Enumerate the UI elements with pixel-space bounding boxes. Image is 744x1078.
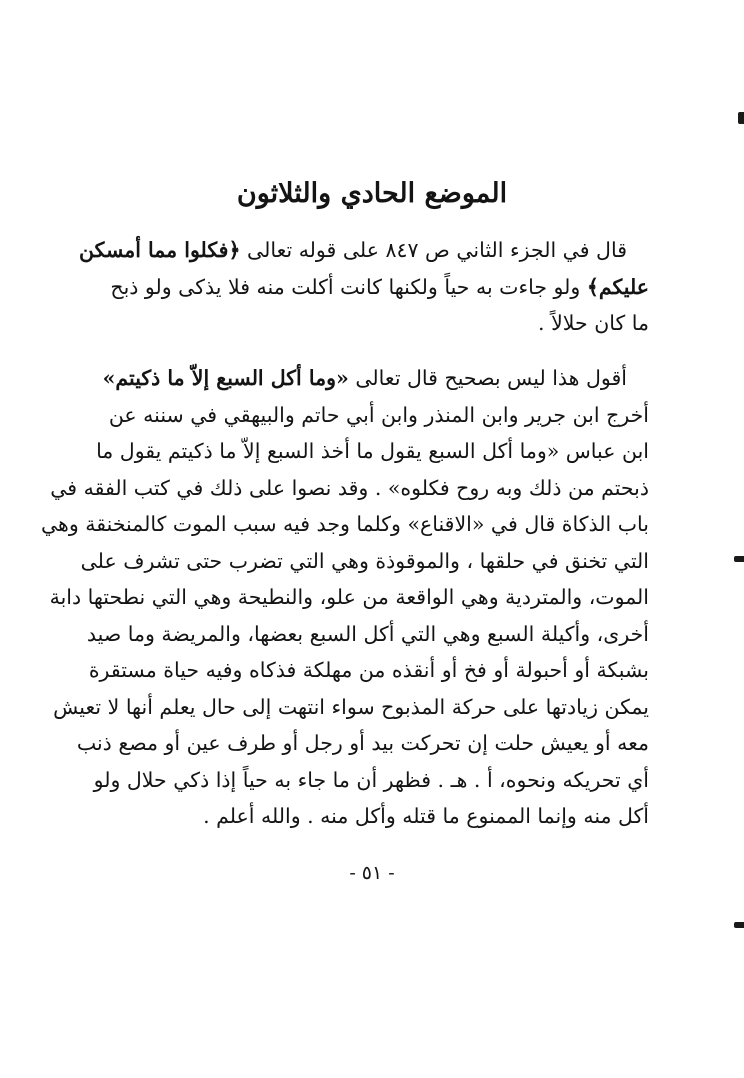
text-line: التي تخنق في حلقها ، والموقوذة وهي التي تضرب حتى تشرف على <box>80 548 649 573</box>
text-line: ذبحتم من ذلك وبه روح فكلوه» . وقد نصوا على ذلك في كتب الفقه في <box>50 475 649 500</box>
text-line: بشبكة أو أحبولة أو فخ أو أنقذه من مهلكة فذكاه وفيه حياة مستقرة <box>88 658 649 682</box>
text-line: أخرى، وأكيلة السبع وهي التي أكل السبع بعضها، والمريضة وما صيد <box>86 621 649 646</box>
paragraph-quote <box>79 232 649 342</box>
text-line: باب الذكاة قال في «الاقناع» وكلما وجد فيه سبب الموت كالمنخنقة وهي <box>40 512 649 536</box>
text-line <box>105 305 649 342</box>
text-line: أكل منه وإنما الممنوع ما قتله وأكل منه . والله أعلم . <box>203 804 649 828</box>
text-line <box>102 360 649 397</box>
text-line <box>79 232 649 269</box>
text-line <box>105 269 649 306</box>
quran-verse: «وما أكل السبع إلاّ ما ذكيتم» <box>102 366 349 390</box>
line-text: ولو جاءت به حياً ولكنها كانت أكلت منه فلا يذكى ولو ذبح <box>110 274 587 299</box>
line-text: قال في الجزء الثاني ص ٨٤٧ على قوله تعالى <box>240 238 627 262</box>
text-line: الموت، والمتردية وهي الواقعة من علو، والنطيحة وهي التي نطحتها دابة <box>49 585 649 609</box>
line-text: ما كان حلالاً . <box>538 311 649 335</box>
quran-verse: عليكم﴾ <box>586 274 649 299</box>
paragraph-response <box>40 360 649 835</box>
text-line: أخرج ابن جرير وابن المنذر وابن أبي حاتم والبيهقي في سننه عن <box>108 402 649 427</box>
scan-edge-mark <box>738 112 744 124</box>
scan-edge-mark <box>734 922 744 928</box>
text-line: ابن عباس «وما أكل السبع يقول ما أخذ السبع إلاّ ما ذكيتم يقول ما <box>96 439 649 463</box>
section-title: الموضع الحادي والثلاثون <box>236 178 508 209</box>
scan-edge-mark <box>734 556 744 562</box>
line-text: أقول هذا ليس بصحيح قال تعالى <box>348 366 627 390</box>
text-line: يمكن زيادتها على حركة المذبوح سواء انتهت إلى حال يعلم أنها لا تعيش <box>53 694 649 719</box>
page-number: - ٥١ - <box>349 862 395 884</box>
text-line: أي تحريكه ونحوه، أ . هـ . فظهر أن ما جاء به حياً إذا ذكي حلال ولو <box>93 767 649 792</box>
text-line: معه أو يعيش حلت إن تحركت بيد أو رجل أو طرف عين أو مصع ذنب <box>76 731 649 755</box>
quran-verse: ﴿فكلوا مما أمسكن <box>79 238 241 262</box>
